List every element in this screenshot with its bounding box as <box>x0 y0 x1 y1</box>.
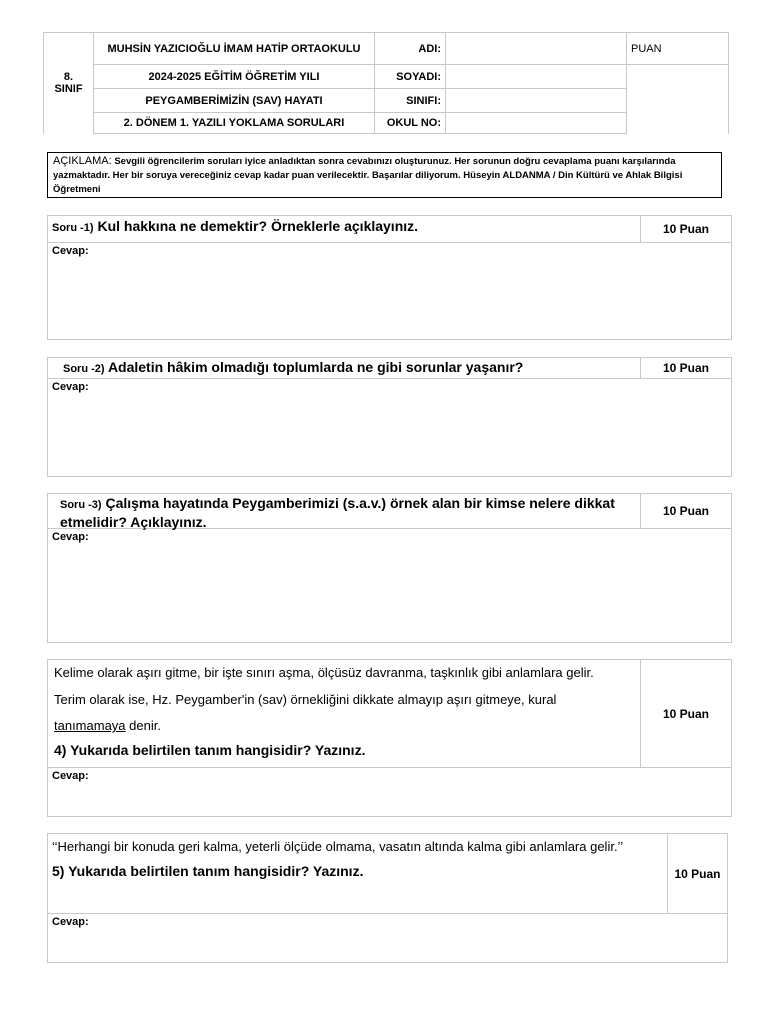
class-label: 8. SINIF <box>44 33 94 134</box>
question-3-prompt: Çalışma hayatında Peygamberimizi (s.a.v.) örnek alan bir kimse nelere dikkat etmelidir? Açıklayınız. <box>60 495 615 530</box>
question-4-prompt: 4) Yukarıda belirtilen tanım hangisidir? Yazınız. <box>54 741 366 758</box>
answer-1-area[interactable] <box>48 243 731 259</box>
name-label: ADI: <box>375 33 446 65</box>
class-field-label: SINIFI: <box>375 89 446 113</box>
number-field[interactable] <box>446 113 627 134</box>
question-1-points: 10 Puan <box>662 222 710 236</box>
question-3-text <box>48 494 641 528</box>
answer-4-area[interactable] <box>48 768 731 784</box>
question-3-points: 10 Puan <box>662 504 710 518</box>
instructions-box <box>47 152 722 198</box>
question-4-definition-line-1: Kelime olarak aşırı gitme, bir işte sınırı aşma, ölçüsüz davranma, taşkınlık gibi anlamlara gelir. <box>54 665 594 680</box>
course-name: PEYGAMBERİMİZİN (SAV) HAYATI <box>94 89 375 113</box>
class-field[interactable] <box>446 89 627 113</box>
score-label: PUAN <box>627 33 729 65</box>
question-4-definition-line-2: Terim olarak ise, Hz. Peygamber'in (sav) örnekliğini dikkate almayıp aşırı gitmeye, kural <box>54 691 557 707</box>
question-1-number: Soru -1) <box>52 222 94 234</box>
instructions-text: Sevgili öğrencilerim soruları iyice anladıktan sonra cevabınızı oluşturunuz. Her sorunun doğru cevaplama puanı karşılarında yazmaktadır. Her bir soruya vereceğiniz cevap kadar puan verilecektir. Başarılar diliyorum. Hüseyin ALDANMA / Din Kültürü ve Ahlak Bilgisi Öğretmeni <box>53 156 683 195</box>
question-1 <box>47 215 732 340</box>
question-1-prompt: Kul hakkına ne demektir? Örneklerle açıklayınız. <box>97 218 419 234</box>
question-5-text <box>48 834 668 913</box>
surname-label: SOYADI: <box>375 65 446 89</box>
score-field[interactable] <box>627 65 729 134</box>
answer-4-label: Cevap: <box>52 770 89 782</box>
exam-title: 2. DÖNEM 1. YAZILI YOKLAMA SORULARI <box>94 113 375 134</box>
answer-3-label: Cevap: <box>52 531 89 543</box>
question-4-definition-end: denir. <box>125 718 161 733</box>
answer-2-label: Cevap: <box>52 381 89 393</box>
question-2-number: Soru -2) <box>63 363 105 375</box>
name-field[interactable] <box>446 33 627 65</box>
answer-3-area[interactable] <box>48 529 731 545</box>
question-5-points: 10 Puan <box>674 866 721 881</box>
question-2 <box>47 357 732 477</box>
question-3 <box>47 493 732 643</box>
answer-1-label: Cevap: <box>52 245 89 257</box>
instructions-lead: AÇIKLAMA: <box>53 155 112 167</box>
question-5 <box>47 833 728 963</box>
number-label: OKUL NO: <box>375 113 446 134</box>
question-5-prompt: 5) Yukarıda belirtilen tanım hangisidir? Yazınız. <box>52 862 364 879</box>
surname-field[interactable] <box>446 65 627 89</box>
question-4 <box>47 659 732 817</box>
question-3-number: Soru -3) <box>60 499 102 511</box>
question-4-text <box>48 660 641 767</box>
question-1-text <box>48 216 641 242</box>
answer-5-area[interactable] <box>48 914 727 930</box>
question-2-points: 10 Puan <box>662 361 710 375</box>
school-year: 2024-2025 EĞİTİM ÖĞRETİM YILI <box>94 65 375 89</box>
question-2-prompt: Adaletin hâkim olmadığı toplumlarda ne gibi sorunlar yaşanır? <box>107 359 524 375</box>
question-4-points: 10 Puan <box>662 706 710 721</box>
question-5-definition: ‘‘Herhangi bir konuda geri kalma, yeterli ölçüde olmama, vasatın altında kalma gibi anlamlara gelir.’’ <box>52 839 624 854</box>
answer-5-label: Cevap: <box>52 916 89 928</box>
underlined-term: tanımamaya <box>54 718 126 733</box>
question-2-text <box>48 358 641 378</box>
exam-header <box>43 32 729 134</box>
school-name: MUHSİN YAZICIOĞLU İMAM HATİP ORTAOKULU <box>94 33 375 65</box>
question-4-definition-line-3 <box>54 713 636 740</box>
answer-2-area[interactable] <box>48 379 731 395</box>
